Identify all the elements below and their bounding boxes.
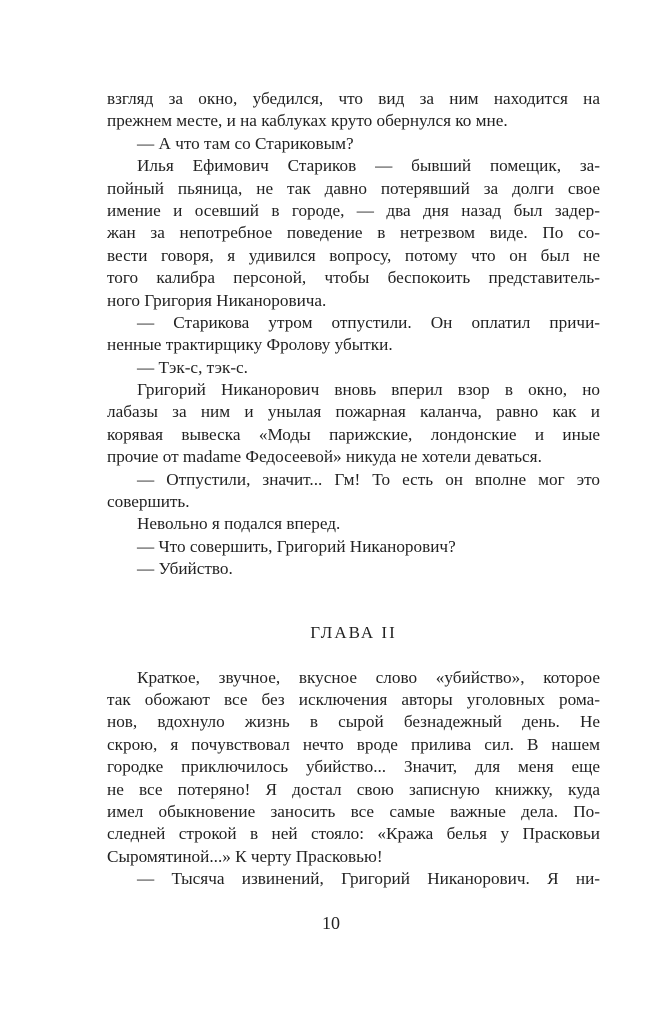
text-line: жан за непотребное поведение в нетрезвом виде. По со-	[107, 223, 600, 243]
text-line: имение и осевший в городе, — два дня назад был задер-	[107, 200, 600, 220]
text-line: Сыромятиной...» К черту Прасковью!	[107, 846, 383, 866]
text-line: — Тэк-с, тэк-с.	[137, 357, 248, 377]
text-line: пойный пьяница, не так давно потерявший за долги свое	[107, 178, 600, 198]
paragraph	[107, 357, 600, 379]
paragraph	[107, 667, 600, 869]
text-line: не все потеряно! Я достал свою записную книжку, куда	[107, 779, 600, 799]
paragraph	[107, 536, 600, 558]
text-line: — Отпустили, значит... Гм! То есть он вполне мог это	[137, 469, 600, 489]
paragraph	[107, 513, 600, 535]
book-page-text	[107, 88, 600, 891]
paragraph	[107, 133, 600, 155]
paragraph	[107, 155, 600, 312]
text-line: ного Григория Никаноровича.	[107, 290, 327, 310]
text-line: Краткое, звучное, вкусное слово «убийство», которое	[137, 667, 600, 687]
text-line: — Убийство.	[137, 559, 233, 579]
text-line: имел обыкновение заносить все самые важные дела. По-	[107, 801, 600, 821]
text-line: ненные трактирщику Фролову убытки.	[107, 335, 393, 355]
paragraph	[107, 312, 600, 357]
text-line: прежнем месте, и на каблуках круто обернулся ко мне.	[107, 111, 508, 131]
paragraph	[107, 868, 600, 890]
paragraph	[107, 469, 600, 514]
text-line: корявая вывеска «Моды парижские, лондонские и иные	[107, 424, 600, 444]
text-line: лабазы за ним и унылая пожарная каланча, равно как и	[107, 402, 600, 422]
text-line: городке приключилось убийство... Значит, для меня еще	[107, 757, 600, 777]
text-line: взгляд за окно, убедился, что вид за ним находится на	[107, 89, 600, 108]
text-line: так обожают все без исключения авторы уголовных рома-	[107, 689, 600, 709]
text-line: следней строкой в ней стояло: «Кража белья у Прасковьи	[107, 824, 600, 844]
chapter-spacing	[107, 581, 600, 622]
text-line: Илья Ефимович Стариков — бывший помещик, за-	[137, 156, 600, 176]
text-line: — Старикова утром отпустили. Он оплатил причи-	[137, 312, 600, 332]
paragraph	[107, 88, 600, 133]
text-line: прочие от madame Федосеевой» никуда не хотели деваться.	[107, 447, 542, 467]
paragraph	[107, 379, 600, 469]
text-line: нов, вдохнуло жизнь в сырой безнадежный день. Не	[107, 712, 600, 732]
text-line: скрою, я почувствовал нечто вроде прилива сил. В нашем	[107, 734, 600, 754]
text-line: Григорий Никанорович вновь вперил взор в окно, но	[137, 380, 600, 400]
text-block-after-chapter	[107, 667, 600, 891]
text-block-before-chapter	[107, 88, 600, 581]
text-line: вести говоря, я удивился вопросу, потому что он был не	[107, 245, 600, 265]
text-line: того калибра персоной, чтобы беспокоить представитель-	[107, 268, 600, 288]
text-line: совершить.	[107, 492, 190, 512]
paragraph	[107, 558, 600, 580]
text-line: — Что совершить, Григорий Никанорович?	[137, 536, 456, 556]
text-line: — А что там со Стариковым?	[137, 133, 354, 153]
chapter-title: ГЛАВА II	[310, 622, 397, 642]
text-line: — Тысяча извинений, Григорий Никанорович. Я ни-	[137, 869, 600, 889]
page-number: 10	[322, 913, 340, 933]
text-line: Невольно я подался вперед.	[137, 514, 341, 534]
